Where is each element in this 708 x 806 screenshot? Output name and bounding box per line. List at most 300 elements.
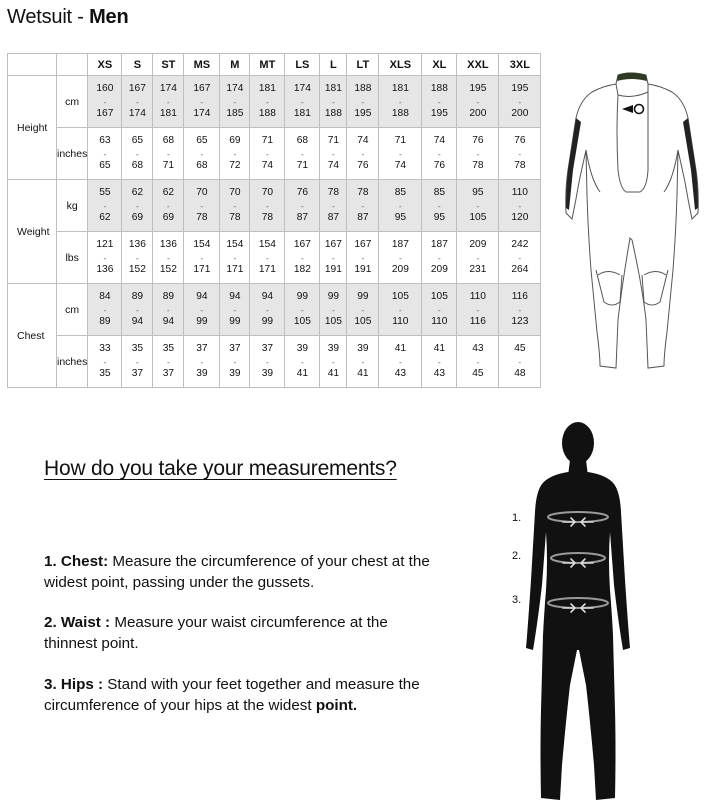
range-max: 35 (99, 367, 111, 379)
range-max: 120 (511, 211, 529, 223)
size-range-cell (347, 76, 379, 128)
step-waist (44, 612, 444, 654)
title-prefix: Wetsuit - (7, 6, 90, 28)
range-min: 167 (193, 83, 211, 95)
range-dash: - (233, 357, 237, 367)
size-header-cell: L (320, 54, 347, 76)
range-max: 188 (324, 107, 342, 119)
size-range-cell (285, 336, 320, 388)
range-min: 37 (229, 343, 241, 355)
range-min: 41 (433, 343, 446, 355)
range-max: 174 (193, 107, 211, 119)
range-min: 35 (131, 343, 144, 355)
range-max: 95 (394, 211, 407, 223)
range-dash: - (518, 201, 522, 211)
size-header-cell: XXL (457, 54, 499, 76)
range-min: 37 (261, 343, 274, 355)
range-dash: - (399, 149, 402, 159)
size-range-cell (422, 76, 457, 128)
range-max: 39 (229, 367, 241, 379)
range-min: 33 (99, 343, 111, 355)
size-range-cell (320, 180, 347, 232)
range-min: 89 (162, 291, 175, 303)
range-dash: - (361, 253, 365, 263)
range-dash: - (200, 357, 204, 367)
range-min: 181 (391, 83, 409, 95)
range-min: 94 (229, 291, 241, 303)
range-min: 71 (394, 135, 407, 147)
range-dash: - (399, 97, 402, 107)
range-dash: - (361, 201, 365, 211)
range-max: 78 (261, 211, 274, 223)
range-min: 174 (159, 83, 177, 95)
range-dash: - (266, 201, 269, 211)
range-min: 68 (296, 135, 309, 147)
range-max: 195 (430, 107, 448, 119)
size-range-cell (250, 76, 285, 128)
measurement-group-label: Chest (8, 284, 57, 388)
range-min: 174 (226, 83, 244, 95)
size-range-cell (422, 128, 457, 180)
size-range-cell (122, 180, 153, 232)
size-range-cell (457, 336, 499, 388)
unit-label: kg (57, 180, 88, 232)
size-range-cell (184, 284, 220, 336)
size-range-cell (457, 128, 499, 180)
step-label: 3. Hips : (44, 676, 104, 693)
range-min: 167 (128, 83, 146, 95)
range-dash: - (518, 305, 522, 315)
range-max: 87 (327, 211, 340, 223)
range-min: 110 (511, 187, 528, 199)
range-dash: - (301, 253, 304, 263)
range-max: 78 (514, 159, 526, 171)
marker-hips: 3. (512, 594, 522, 606)
range-max: 231 (469, 263, 487, 275)
range-dash: - (438, 201, 441, 211)
range-min: 63 (99, 135, 111, 147)
size-range-cell (347, 336, 379, 388)
unit-label: cm (57, 284, 88, 336)
range-min: 242 (511, 239, 529, 251)
range-dash: - (200, 149, 204, 159)
step-chest (44, 551, 444, 593)
measurement-row (8, 232, 541, 284)
range-min: 85 (433, 187, 446, 199)
range-min: 136 (128, 239, 146, 251)
size-header-cell: M (220, 54, 250, 76)
range-max: 264 (511, 263, 529, 275)
range-min: 68 (162, 135, 175, 147)
size-range-cell (347, 128, 379, 180)
step-label: 2. Waist : (44, 614, 111, 631)
range-min: 94 (196, 291, 208, 303)
range-dash: - (167, 97, 170, 107)
range-min: 85 (394, 187, 407, 199)
range-max: 191 (354, 263, 372, 275)
size-range-cell (499, 76, 541, 128)
size-range-cell (379, 232, 422, 284)
step-hips (44, 674, 444, 716)
size-range-cell (122, 128, 153, 180)
range-max: 182 (293, 263, 311, 275)
range-min: 84 (99, 291, 111, 303)
range-max: 78 (196, 211, 208, 223)
size-range-cell (220, 76, 250, 128)
size-range-cell (422, 284, 457, 336)
range-min: 65 (196, 135, 208, 147)
size-range-cell (184, 232, 220, 284)
size-header-cell: XS (88, 54, 122, 76)
range-dash: - (266, 97, 269, 107)
step-label: 1. Chest: (44, 553, 109, 570)
range-min: 181 (324, 83, 342, 95)
range-max: 200 (511, 107, 529, 119)
size-range-cell (220, 232, 250, 284)
range-dash: - (476, 97, 480, 107)
size-range-cell (220, 180, 250, 232)
range-min: 195 (511, 83, 529, 95)
range-max: 76 (433, 159, 446, 171)
range-min: 167 (354, 239, 372, 251)
range-dash: - (518, 357, 522, 367)
size-range-cell (88, 232, 122, 284)
size-range-cell (184, 128, 220, 180)
range-dash: - (103, 305, 107, 315)
range-dash: - (301, 357, 304, 367)
size-header-cell: MS (184, 54, 220, 76)
step-text: Stand with your feet together and measure the circumference of your hips at the widest (44, 676, 420, 714)
range-dash: - (332, 97, 335, 107)
range-min: 41 (394, 343, 407, 355)
range-min: 160 (96, 83, 114, 95)
size-range-cell (122, 284, 153, 336)
size-header-cell: XLS (379, 54, 422, 76)
range-dash: - (136, 201, 139, 211)
range-max: 76 (357, 159, 369, 171)
range-dash: - (266, 305, 269, 315)
range-max: 174 (128, 107, 146, 119)
size-range-cell (285, 76, 320, 128)
range-max: 191 (324, 263, 342, 275)
range-min: 39 (296, 343, 309, 355)
size-range-cell (88, 336, 122, 388)
range-max: 152 (128, 263, 146, 275)
range-max: 171 (226, 263, 244, 275)
marker-chest: 1. (512, 512, 522, 524)
range-min: 70 (261, 187, 274, 199)
range-dash: - (361, 97, 365, 107)
size-range-cell (499, 232, 541, 284)
step-text-emphasis: point. (315, 697, 358, 714)
range-min: 99 (357, 291, 369, 303)
size-range-cell (320, 232, 347, 284)
range-max: 41 (296, 367, 309, 379)
range-min: 45 (514, 343, 526, 355)
range-min: 167 (293, 239, 311, 251)
range-min: 76 (296, 187, 309, 199)
range-max: 95 (433, 211, 446, 223)
size-range-cell (379, 76, 422, 128)
range-dash: - (136, 149, 139, 159)
range-dash: - (438, 97, 441, 107)
step-text: Measure your waist circumference at the thinnest point. (44, 614, 388, 652)
range-dash: - (136, 305, 139, 315)
size-range-cell (122, 232, 153, 284)
range-max: 37 (131, 367, 144, 379)
size-range-cell (220, 336, 250, 388)
range-max: 74 (394, 159, 407, 171)
range-dash: - (476, 253, 480, 263)
range-max: 99 (196, 315, 208, 327)
range-dash: - (136, 253, 139, 263)
size-range-cell (285, 284, 320, 336)
range-max: 74 (327, 159, 340, 171)
size-header-cell: XL (422, 54, 457, 76)
size-range-cell (457, 232, 499, 284)
range-dash: - (301, 201, 304, 211)
size-range-cell (184, 336, 220, 388)
size-range-cell (153, 180, 184, 232)
range-dash: - (266, 149, 269, 159)
range-max: 43 (394, 367, 407, 379)
body-silhouette-diagram (505, 420, 655, 806)
range-dash: - (332, 357, 335, 367)
range-max: 72 (229, 159, 241, 171)
range-max: 209 (430, 263, 448, 275)
range-dash: - (361, 357, 365, 367)
size-range-cell (250, 336, 285, 388)
size-range-cell (499, 284, 541, 336)
range-min: 154 (193, 239, 211, 251)
range-max: 71 (296, 159, 309, 171)
range-min: 78 (327, 187, 340, 199)
measurement-group-label: Weight (8, 180, 57, 284)
size-range-cell (184, 76, 220, 128)
range-dash: - (200, 253, 204, 263)
size-range-cell (457, 284, 499, 336)
size-header-cell: ST (153, 54, 184, 76)
range-max: 181 (293, 107, 311, 119)
size-range-cell (88, 284, 122, 336)
size-range-cell (347, 232, 379, 284)
range-min: 188 (354, 83, 372, 95)
range-dash: - (233, 305, 237, 315)
range-dash: - (301, 149, 304, 159)
size-range-cell (250, 128, 285, 180)
range-min: 154 (258, 239, 276, 251)
size-range-cell (88, 76, 122, 128)
range-max: 99 (261, 315, 274, 327)
range-min: 62 (131, 187, 144, 199)
range-dash: - (518, 97, 522, 107)
range-max: 87 (357, 211, 369, 223)
size-range-cell (379, 336, 422, 388)
range-min: 37 (196, 343, 208, 355)
range-max: 78 (472, 159, 484, 171)
range-min: 99 (296, 291, 309, 303)
size-range-cell (320, 76, 347, 128)
range-max: 41 (327, 367, 340, 379)
range-min: 43 (472, 343, 484, 355)
range-min: 181 (258, 83, 276, 95)
range-max: 152 (159, 263, 177, 275)
size-header-cell: MT (250, 54, 285, 76)
range-dash: - (332, 149, 335, 159)
range-max: 200 (469, 107, 487, 119)
range-max: 65 (99, 159, 111, 171)
range-dash: - (476, 305, 480, 315)
range-max: 195 (354, 107, 372, 119)
range-max: 45 (472, 367, 484, 379)
range-max: 171 (258, 263, 276, 275)
size-range-cell (499, 180, 541, 232)
size-range-cell (153, 128, 184, 180)
range-min: 167 (324, 239, 342, 251)
size-header-cell: S (122, 54, 153, 76)
range-max: 181 (159, 107, 177, 119)
range-min: 187 (430, 239, 448, 251)
range-min: 76 (514, 135, 526, 147)
body-silhouette (526, 422, 630, 800)
size-range-cell (347, 284, 379, 336)
range-dash: - (301, 305, 304, 315)
size-range-cell (499, 128, 541, 180)
range-min: 39 (327, 343, 340, 355)
range-max: 37 (162, 367, 175, 379)
range-min: 70 (229, 187, 241, 199)
range-min: 65 (131, 135, 144, 147)
size-range-cell (184, 180, 220, 232)
range-dash: - (399, 357, 402, 367)
range-max: 185 (226, 107, 244, 119)
range-min: 39 (357, 343, 369, 355)
size-range-cell (153, 284, 184, 336)
range-dash: - (233, 253, 237, 263)
range-max: 68 (131, 159, 144, 171)
size-range-cell (347, 180, 379, 232)
range-dash: - (233, 97, 237, 107)
size-range-cell (379, 284, 422, 336)
range-min: 71 (261, 135, 274, 147)
measurement-row (8, 284, 541, 336)
range-dash: - (266, 253, 269, 263)
size-range-cell (422, 336, 457, 388)
range-dash: - (476, 357, 480, 367)
range-dash: - (200, 97, 204, 107)
size-header-row (8, 54, 541, 76)
range-dash: - (167, 201, 170, 211)
range-dash: - (438, 357, 441, 367)
size-range-cell (122, 336, 153, 388)
range-dash: - (167, 357, 170, 367)
range-min: 195 (469, 83, 487, 95)
size-range-cell (320, 336, 347, 388)
unit-label: cm (57, 76, 88, 128)
range-max: 87 (296, 211, 309, 223)
range-max: 69 (162, 211, 175, 223)
size-range-cell (422, 180, 457, 232)
range-dash: - (103, 149, 107, 159)
range-dash: - (103, 97, 107, 107)
range-max: 116 (469, 315, 486, 327)
range-min: 94 (261, 291, 274, 303)
range-min: 35 (162, 343, 175, 355)
size-range-cell (285, 232, 320, 284)
range-max: 171 (193, 263, 211, 275)
size-range-cell (250, 284, 285, 336)
range-dash: - (167, 305, 170, 315)
range-max: 48 (514, 367, 526, 379)
range-max: 43 (433, 367, 446, 379)
measurement-heading: How do you take your measurements? (44, 457, 397, 480)
range-max: 209 (391, 263, 409, 275)
range-dash: - (476, 201, 480, 211)
range-max: 68 (196, 159, 208, 171)
range-max: 99 (229, 315, 241, 327)
size-range-cell (122, 76, 153, 128)
size-range-cell (153, 76, 184, 128)
range-dash: - (361, 149, 365, 159)
range-max: 105 (324, 315, 342, 327)
range-max: 39 (261, 367, 274, 379)
range-max: 71 (162, 159, 175, 171)
size-header-cell: 3XL (499, 54, 541, 76)
range-min: 174 (293, 83, 311, 95)
size-header-cell: LT (347, 54, 379, 76)
unit-label: lbs (57, 232, 88, 284)
measurement-row (8, 76, 541, 128)
size-range-cell (285, 180, 320, 232)
range-dash: - (103, 201, 107, 211)
size-range-cell (88, 128, 122, 180)
size-range-cell (457, 180, 499, 232)
range-min: 105 (430, 291, 448, 303)
step-text: Measure the circumference of your chest at the widest point, passing under the gussets. (44, 553, 430, 591)
range-dash: - (266, 357, 269, 367)
measurement-row (8, 336, 541, 388)
unit-label: inches (57, 128, 88, 180)
range-dash: - (136, 357, 139, 367)
size-range-cell (250, 180, 285, 232)
range-max: 41 (357, 367, 369, 379)
range-min: 187 (391, 239, 409, 251)
size-range-cell (220, 284, 250, 336)
range-dash: - (399, 201, 402, 211)
range-dash: - (233, 149, 237, 159)
size-range-cell (153, 336, 184, 388)
range-min: 70 (196, 187, 208, 199)
range-min: 76 (472, 135, 484, 147)
range-min: 78 (357, 187, 369, 199)
range-dash: - (103, 357, 107, 367)
measurement-group-label: Height (8, 76, 57, 180)
wetsuit-illustration (560, 70, 700, 372)
unit-label: inches (57, 336, 88, 388)
range-max: 110 (392, 315, 409, 327)
size-range-cell (379, 180, 422, 232)
range-min: 74 (357, 135, 369, 147)
range-min: 99 (327, 291, 340, 303)
range-dash: - (399, 305, 402, 315)
range-dash: - (332, 305, 335, 315)
size-range-cell (153, 232, 184, 284)
range-dash: - (167, 149, 170, 159)
range-max: 136 (96, 263, 114, 275)
range-dash: - (361, 305, 365, 315)
range-max: 105 (293, 315, 311, 327)
range-dash: - (103, 253, 107, 263)
